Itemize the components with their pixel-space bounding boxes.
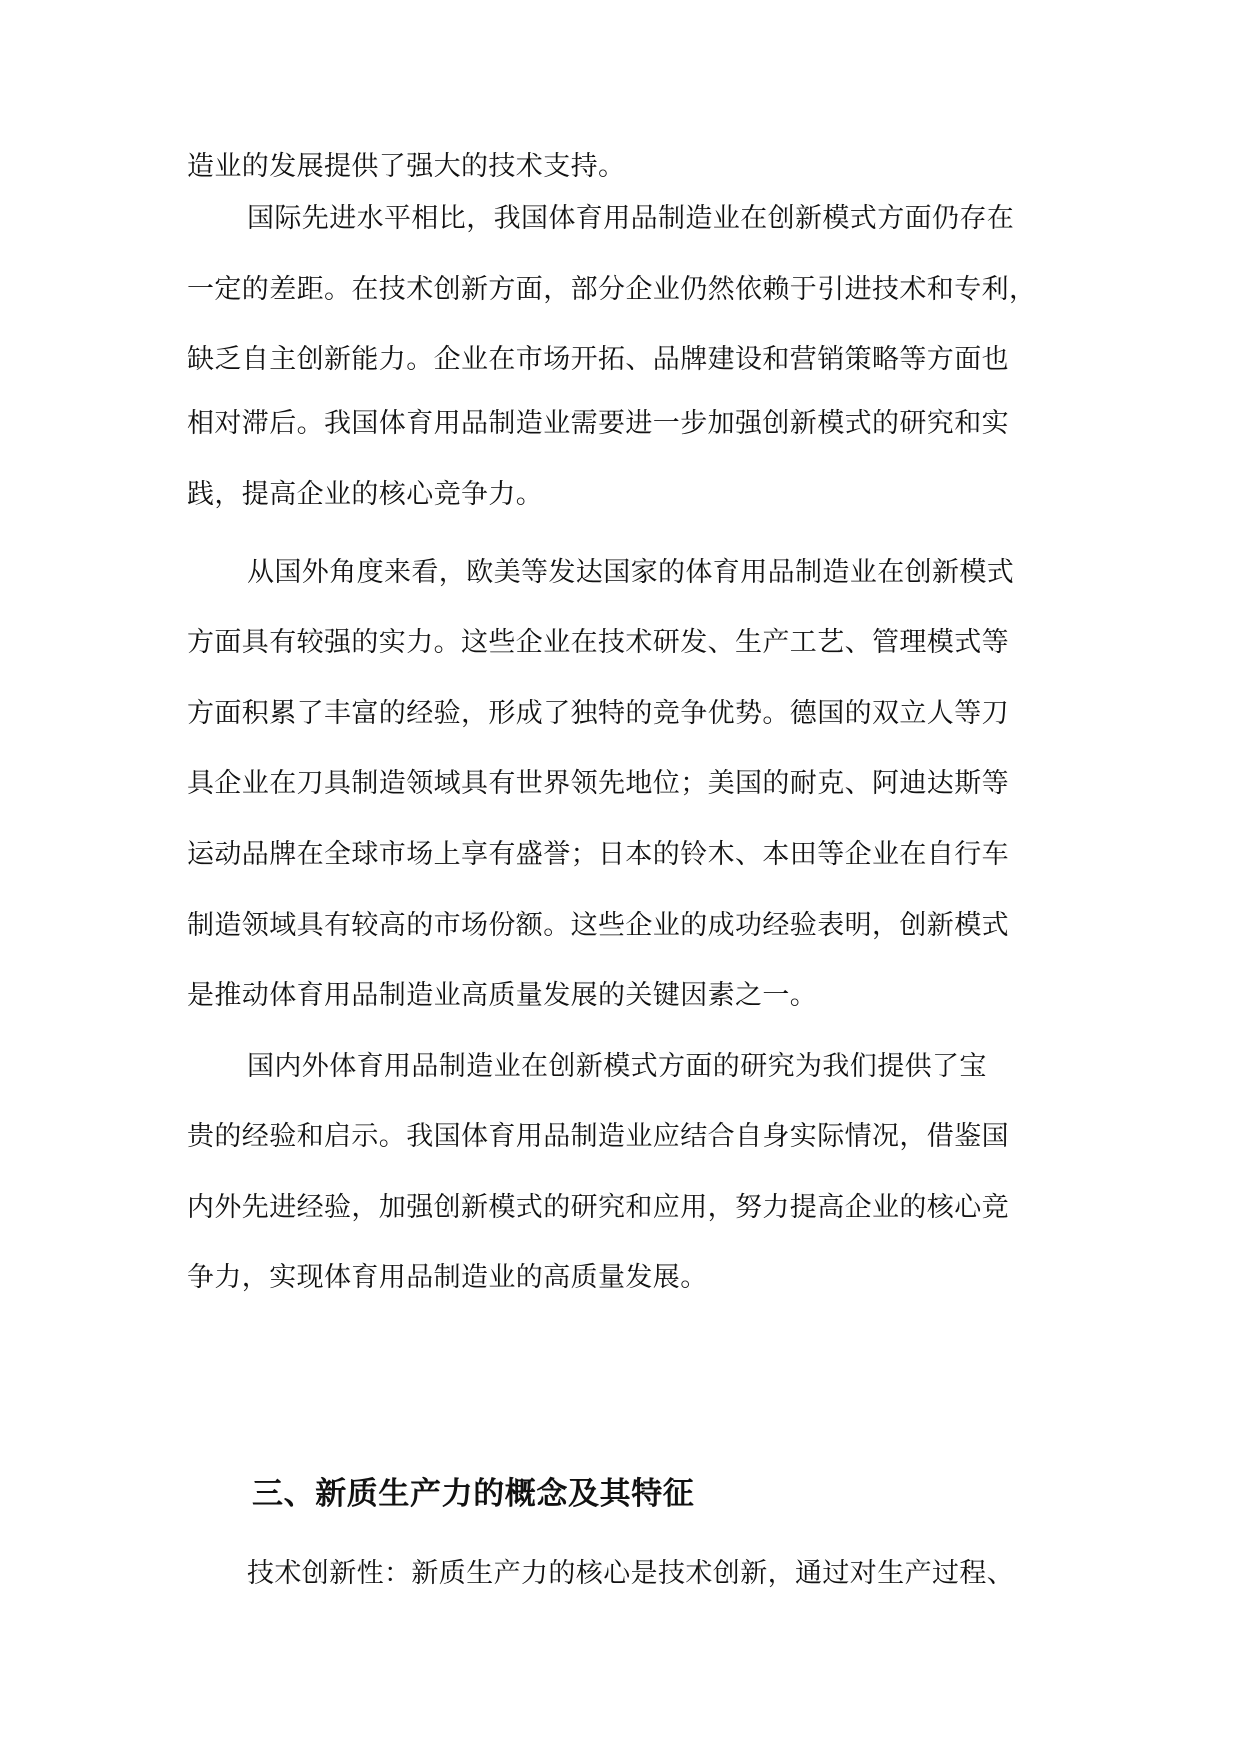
paragraph-1-line-1: 造业的发展提供了强大的技术支持。 — [187, 151, 626, 182]
paragraph-3-line-4: 具企业在刀具制造领域具有世界领先地位；美国的耐克、阿迪达斯等 — [187, 768, 1009, 799]
paragraph-3-line-3: 方面积累了丰富的经验，形成了独特的竞争优势。德国的双立人等刀 — [187, 698, 1009, 729]
paragraph-3-line-5: 运动品牌在全球市场上享有盛誉；日本的铃木、本田等企业在自行车 — [187, 839, 1009, 870]
paragraph-5-line-1: 技术创新性：新质生产力的核心是技术创新，通过对生产过程、 — [247, 1558, 1015, 1589]
paragraph-3-line-2: 方面具有较强的实力。这些企业在技术研发、生产工艺、管理模式等 — [187, 627, 1009, 658]
paragraph-3-line-7: 是推动体育用品制造业高质量发展的关键因素之一。 — [187, 980, 818, 1011]
paragraph-3-line-6: 制造领域具有较高的市场份额。这些企业的成功经验表明，创新模式 — [187, 910, 1009, 941]
paragraph-2-line-3: 缺乏自主创新能力。企业在市场开拓、品牌建设和营销策略等方面也 — [187, 344, 1009, 375]
paragraph-2-line-4: 相对滞后。我国体育用品制造业需要进一步加强创新模式的研究和实 — [187, 408, 1009, 439]
paragraph-4-line-2: 贵的经验和启示。我国体育用品制造业应结合自身实际情况，借鉴国 — [187, 1121, 1009, 1152]
section-heading: 三、新质生产力的概念及其特征 — [252, 1476, 695, 1512]
paragraph-4-line-4: 争力，实现体育用品制造业的高质量发展。 — [187, 1262, 708, 1293]
paragraph-3-line-1: 从国外角度来看，欧美等发达国家的体育用品制造业在创新模式 — [247, 557, 1015, 588]
paragraph-2-line-5: 践，提高企业的核心竞争力。 — [187, 479, 544, 510]
paragraph-2-line-2: 一定的差距。在技术创新方面，部分企业仍然依赖于引进技术和专利， — [187, 274, 1037, 305]
paragraph-2-line-1: 国际先进水平相比，我国体育用品制造业在创新模式方面仍存在 — [247, 203, 1015, 234]
paragraph-4-line-3: 内外先进经验，加强创新模式的研究和应用，努力提高企业的核心竞 — [187, 1192, 1009, 1223]
paragraph-4-line-1: 国内外体育用品制造业在创新模式方面的研究为我们提供了宝 — [247, 1051, 987, 1082]
